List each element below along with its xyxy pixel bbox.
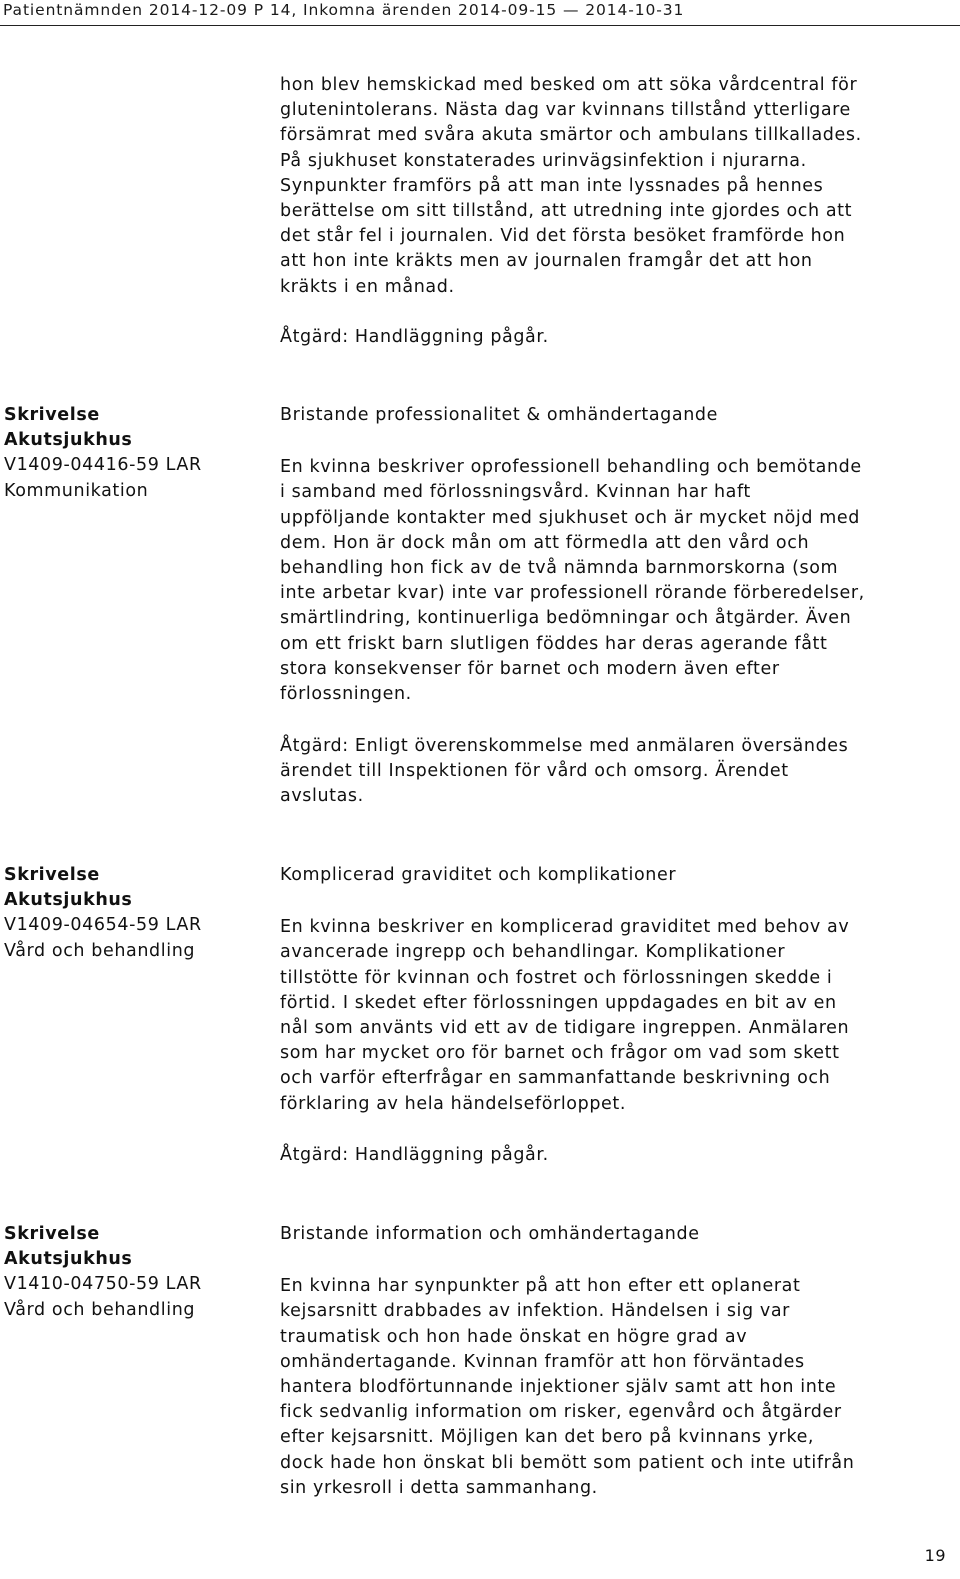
case-meta (4, 403, 264, 504)
case-action-line: Åtgärd: Enligt överenskommelse med anmälaren översändes (280, 736, 849, 756)
case-text-line: dem. Hon är dock mån om att förmedla att den vård och (280, 532, 810, 553)
case-title: Bristande professionalitet & omhändertagande (280, 405, 718, 425)
case-title: Bristande information och omhändertagande (280, 1224, 700, 1244)
case-text-line: traumatisk och hon hade önskat en högre grad av (280, 1326, 748, 1347)
case-text-line: förtid. I skedet efter förlossningen uppdagades en bit av en (280, 992, 837, 1013)
case-number: V1409-04416-59 LAR (4, 455, 202, 476)
case-number: V1409-04654-59 LAR (4, 915, 202, 936)
case-text-line: uppföljande kontakter med sjukhuset och är mycket nöjd med (280, 507, 860, 528)
case-content (280, 403, 940, 707)
case-category: Vård och behandling (4, 940, 196, 961)
case-text-line: En kvinna beskriver en komplicerad graviditet med behov av (280, 917, 850, 938)
case-text-line: hantera blodförtunnande injektioner själv samt att hon inte (280, 1377, 837, 1398)
case-text-line: smärtlindring, kontinuerliga bedömningar och åtgärder. Även (280, 608, 852, 629)
case-text-line: sin yrkesroll i detta sammanhang. (280, 1477, 598, 1498)
case-meta (4, 863, 264, 964)
case-text-line: fick sedvanlig information om risker, egenvård och åtgärder (280, 1402, 842, 1423)
header-divider (0, 25, 960, 26)
case-text-line: omhändertagande. Kvinnan framför att hon förväntades (280, 1351, 805, 1372)
intro-line: hon blev hemskickad med besked om att söka vårdcentral för (280, 75, 858, 95)
case-text-line: och varför efterfrågar en sammanfattande beskrivning och (280, 1068, 831, 1089)
case-text-line: dock hade hon önskat bli bemött som patient och inte utifrån (280, 1452, 855, 1473)
case-action-line: Åtgärd: Handläggning pågår. (280, 1145, 549, 1165)
case-category: Vård och behandling (4, 1299, 196, 1320)
case-text-line: som har mycket oro för barnet och frågor om vad som skett (280, 1043, 840, 1064)
case-category: Kommunikation (4, 480, 149, 501)
case-meta (4, 1222, 264, 1323)
intro-action: Åtgärd: Handläggning pågår. (280, 327, 549, 347)
case-type: Skrivelse (4, 405, 100, 425)
intro-line: det står fel i journalen. Vid det första besöket framförde hon (280, 226, 846, 247)
case-text-line: En kvinna har synpunkter på att hon efter ett oplanerat (280, 1276, 801, 1297)
case-title: Komplicerad graviditet och komplikationer (280, 865, 677, 885)
case-number: V1410-04750-59 LAR (4, 1274, 202, 1295)
case-content (280, 863, 940, 1117)
case-text-line: förlossningen. (280, 684, 412, 705)
case-text-line: avancerade ingrepp och behandlingar. Komplikationer (280, 942, 786, 963)
case-action-line: avslutas. (280, 786, 364, 807)
page-header: Patientnämnden 2014-12-09 P 14, Inkomna ärenden 2014-09-15 — 2014-10-31 (3, 1, 685, 19)
case-unit: Akutsjukhus (4, 1249, 133, 1270)
case-type: Skrivelse (4, 865, 100, 885)
case-type: Skrivelse (4, 1224, 100, 1244)
case-text-line: tillstötte för kvinnan och fostret och förlossningen skedde i (280, 967, 833, 988)
case-text-line: En kvinna beskriver oprofessionell behandling och bemötande (280, 457, 862, 478)
case-action (280, 734, 940, 810)
intro-line: att hon inte kräkts men av journalen framgår det att hon (280, 251, 813, 272)
case-text-line: förklaring av hela händelseförloppet. (280, 1093, 627, 1114)
intro-line: Synpunkter framförs på att man inte lyssnades på hennes (280, 175, 824, 196)
intro-line: glutenintolerans. Nästa dag var kvinnans tillstånd ytterligare (280, 100, 851, 121)
case-text-line: kejsarsnitt drabbades av infektion. Händelsen i sig var (280, 1301, 790, 1322)
case-text-line: behandling hon fick av de två nämnda barnmorskorna (som (280, 558, 839, 579)
case-text-line: efter kejsarsnitt. Möjligen kan det bero på kvinnans yrke, (280, 1427, 815, 1448)
case-text-line: nål som använts vid ett av de tidigare ingreppen. Anmälaren (280, 1018, 850, 1039)
case-unit: Akutsjukhus (4, 890, 133, 911)
intro-line: På sjukhuset konstaterades urinvägsinfektion i njurarna. (280, 150, 807, 171)
intro-line: kräkts i en månad. (280, 276, 455, 297)
case-text-line: om ett friskt barn slutligen föddes har deras agerande fått (280, 633, 828, 654)
case-action (280, 1143, 940, 1168)
intro-paragraph (280, 73, 940, 300)
case-text-line: inte arbetar kvar) inte var professionell rörande förberedelser, (280, 583, 865, 604)
case-text-line: i samband med förlossningsvård. Kvinnan har haft (280, 482, 751, 503)
case-unit: Akutsjukhus (4, 430, 133, 451)
case-text-line: stora konsekvenser för barnet och modern även efter (280, 658, 780, 679)
intro-line: försämrat med svåra akuta smärtor och ambulans tillkallades. (280, 125, 862, 146)
case-content (280, 1222, 940, 1501)
case-action-line: ärendet till Inspektionen för vård och omsorg. Ärendet (280, 761, 789, 782)
page-number: 19 (924, 1546, 946, 1565)
intro-line: berättelse om sitt tillstånd, att utredning inte gjordes och att (280, 201, 853, 222)
